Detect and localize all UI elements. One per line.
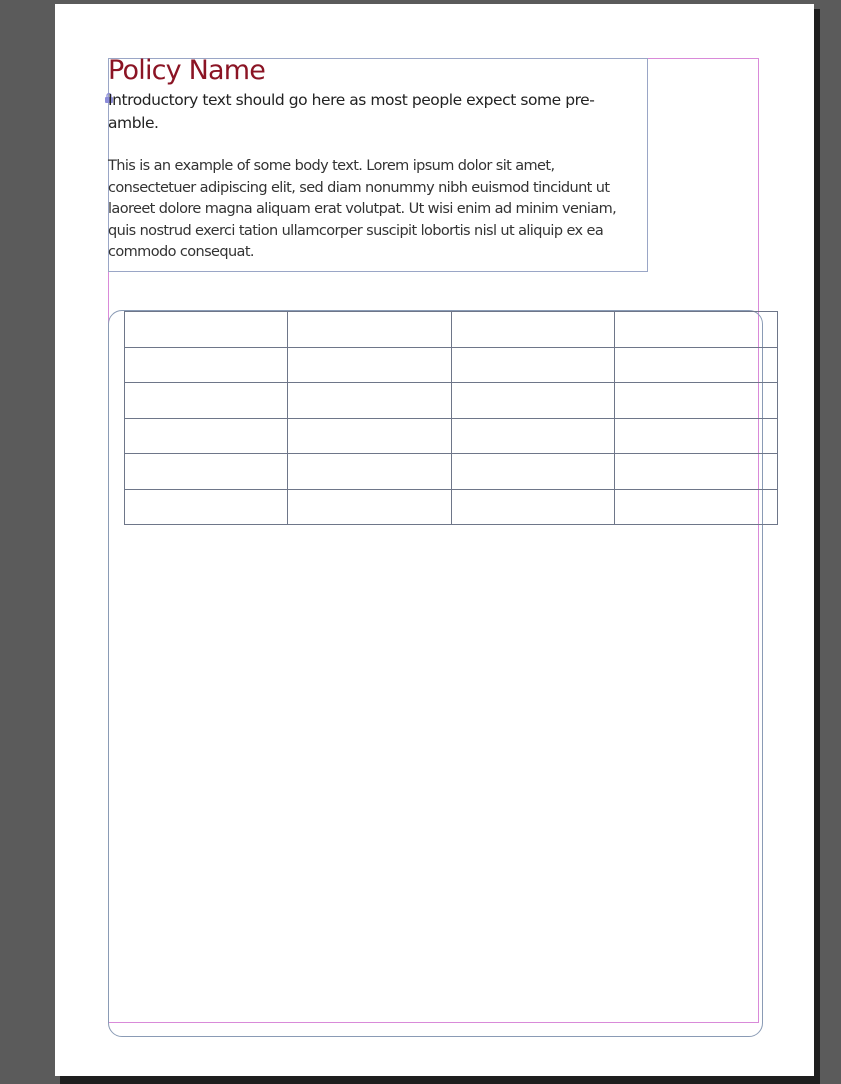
table-cell[interactable] bbox=[125, 489, 288, 525]
table-cell[interactable] bbox=[451, 312, 614, 348]
data-table[interactable] bbox=[124, 311, 778, 525]
table-cell[interactable] bbox=[125, 418, 288, 454]
table-row bbox=[125, 347, 778, 383]
table-row bbox=[125, 454, 778, 490]
table-cell[interactable] bbox=[614, 418, 777, 454]
table-row bbox=[125, 312, 778, 348]
table-row bbox=[125, 418, 778, 454]
table-cell[interactable] bbox=[451, 383, 614, 419]
policy-title[interactable]: Policy Name bbox=[108, 55, 266, 86]
table-cell[interactable] bbox=[614, 383, 777, 419]
table-row bbox=[125, 383, 778, 419]
table-cell[interactable] bbox=[288, 347, 451, 383]
table-cell[interactable] bbox=[614, 312, 777, 348]
table-cell[interactable] bbox=[125, 312, 288, 348]
intro-paragraph[interactable]: Introductory text should go here as most people expect some pre-amble. bbox=[108, 91, 595, 132]
table-cell[interactable] bbox=[125, 454, 288, 490]
table-cell[interactable] bbox=[288, 383, 451, 419]
table-cell[interactable] bbox=[451, 454, 614, 490]
table-cell[interactable] bbox=[125, 347, 288, 383]
table-cell[interactable] bbox=[125, 383, 288, 419]
body-paragraph[interactable]: This is an example of some body text. Lorem ipsum dolor sit amet, consectetuer adipiscing elit, sed diam nonummy nibh euismod tincidunt ut laoreet dolore magna aliquam erat volutpat. Ut wisi enim ad minim veniam, quis nostrud exerci tation ullamcorper suscipit lobortis nisl ut aliquip ex ea commodo consequat. bbox=[108, 158, 617, 260]
table-cell[interactable] bbox=[288, 418, 451, 454]
table-row bbox=[125, 489, 778, 525]
table-cell[interactable] bbox=[451, 489, 614, 525]
table-cell[interactable] bbox=[614, 347, 777, 383]
table-cell[interactable] bbox=[451, 347, 614, 383]
table-cell[interactable] bbox=[288, 454, 451, 490]
table-cell[interactable] bbox=[288, 489, 451, 525]
table-cell[interactable] bbox=[614, 454, 777, 490]
table-cell[interactable] bbox=[451, 418, 614, 454]
table-cell[interactable] bbox=[614, 489, 777, 525]
table-cell[interactable] bbox=[288, 312, 451, 348]
